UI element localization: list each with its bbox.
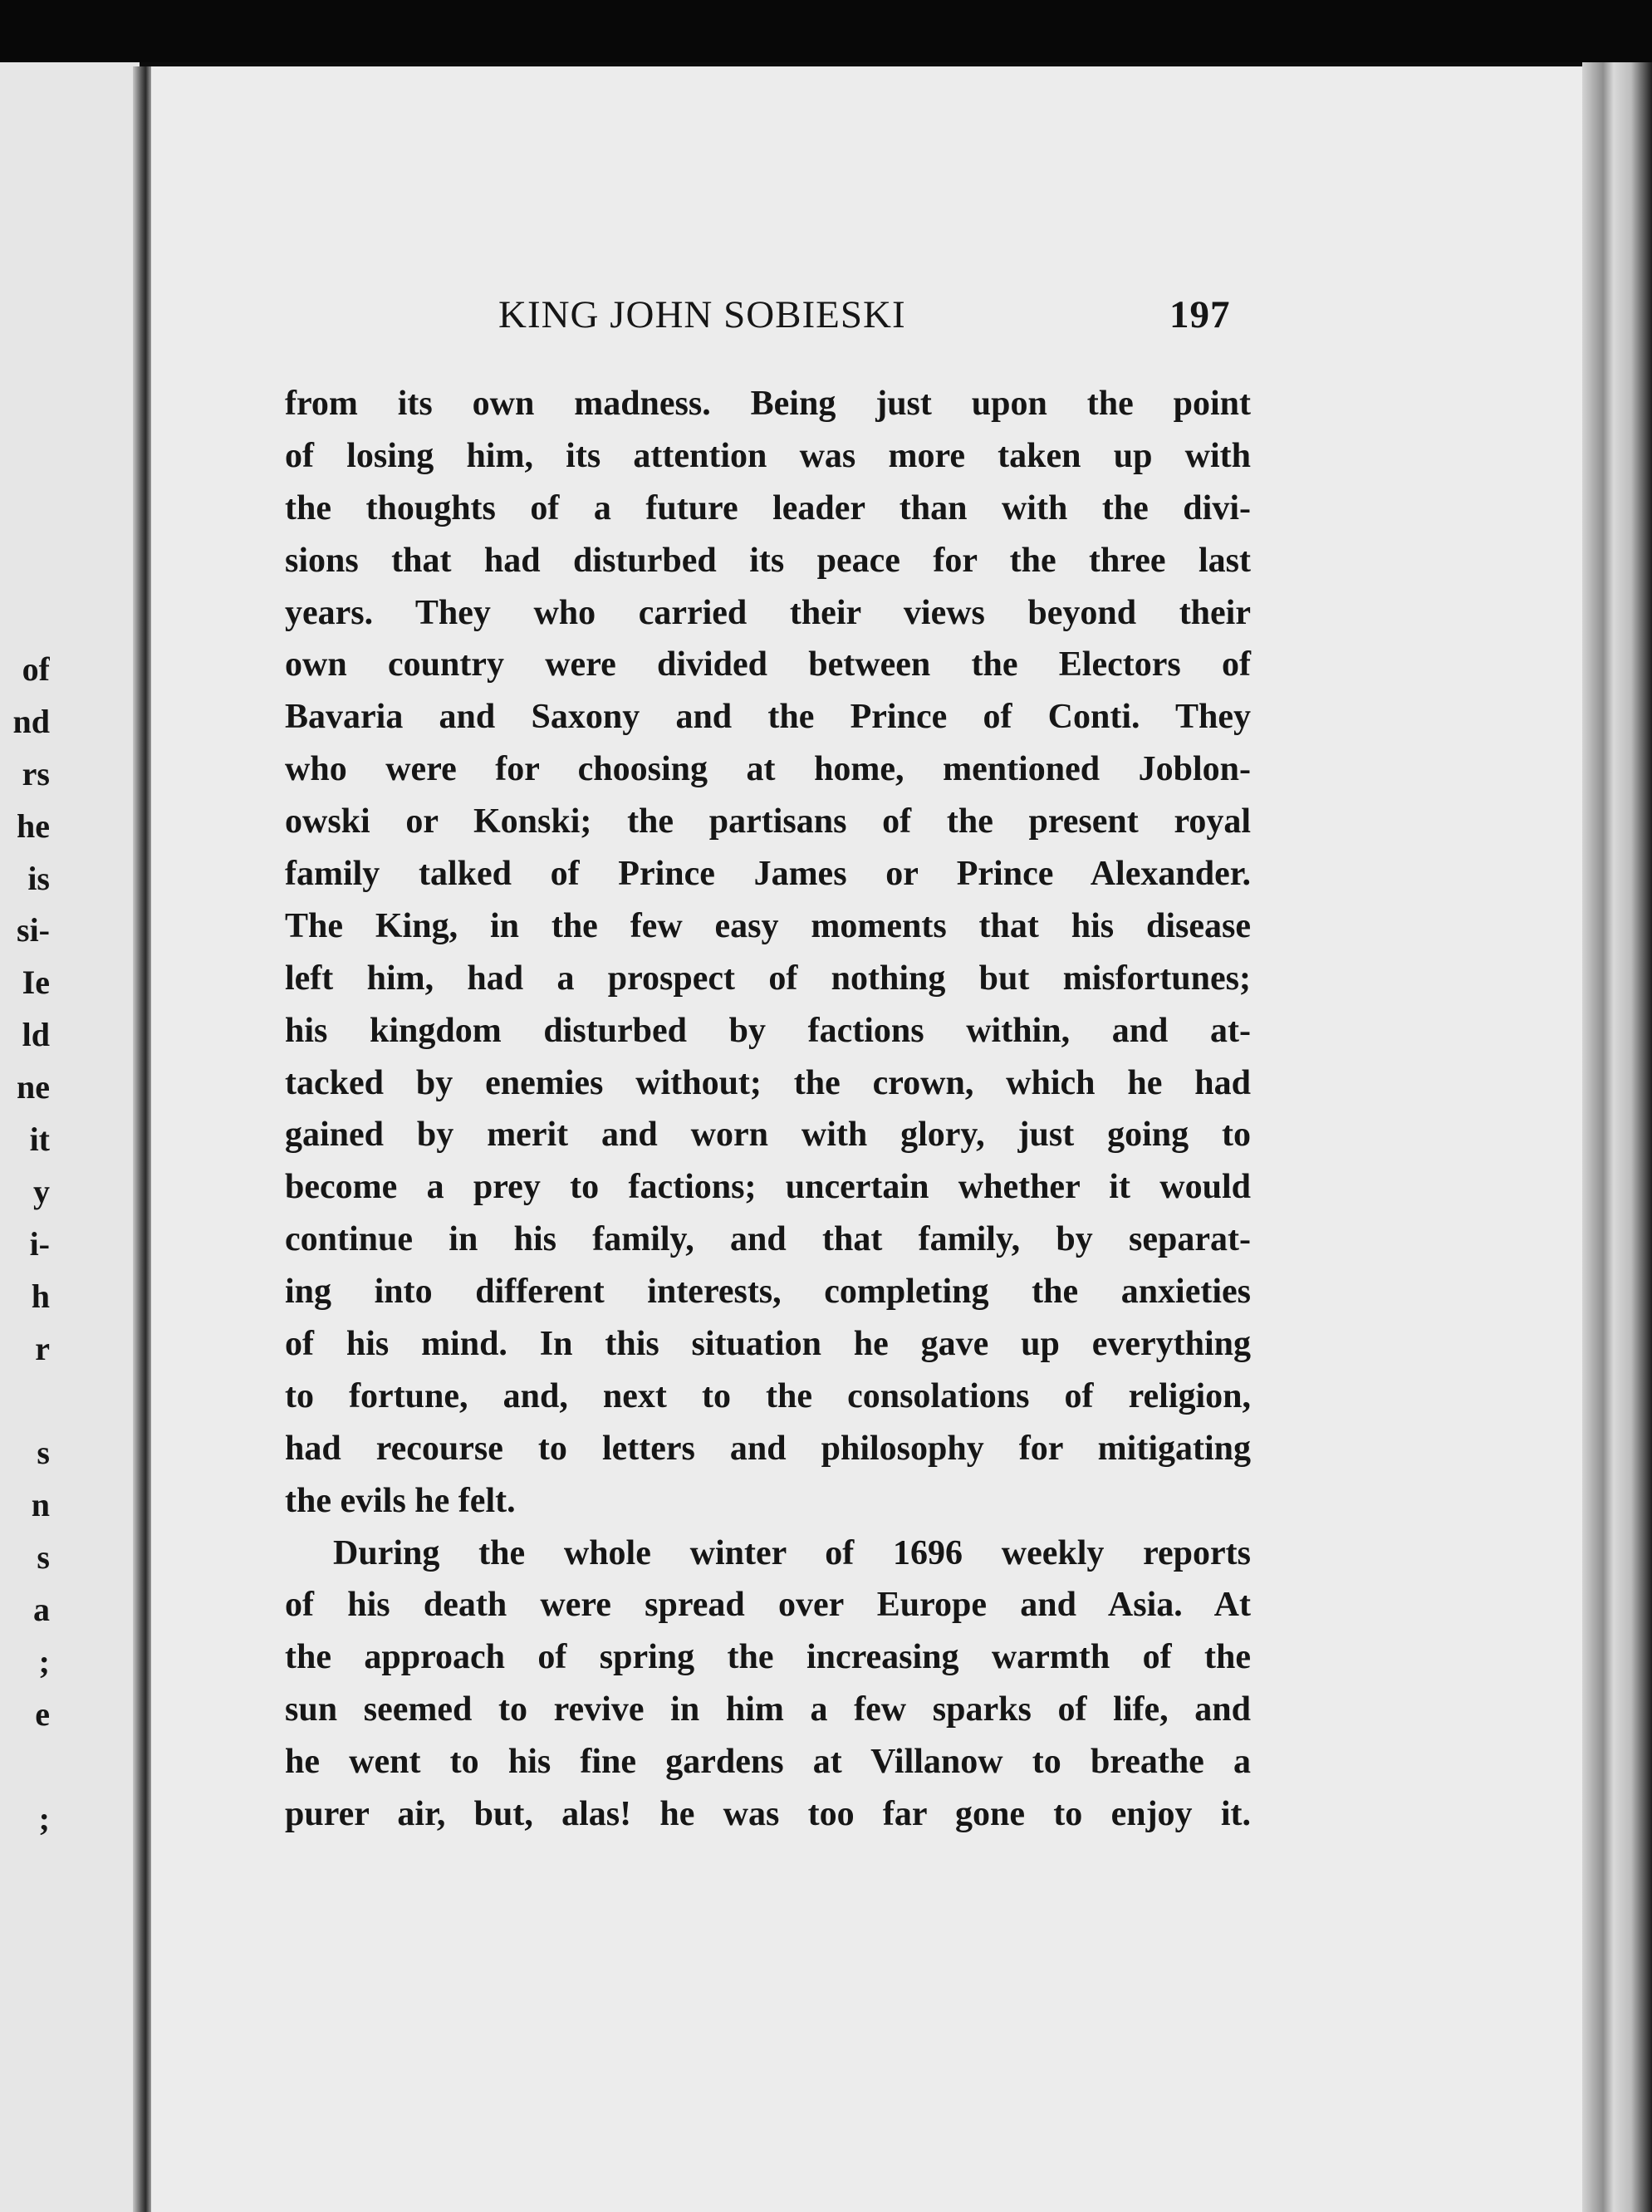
- text-line: tacked by enemies without; the crown, which he had: [285, 1063, 1251, 1102]
- facing-page-fragment: n: [31, 1486, 50, 1524]
- facing-page-fragment: ;: [38, 1642, 50, 1680]
- facing-page-fragment: is: [27, 859, 50, 897]
- facing-page-fragment: ld: [22, 1016, 50, 1054]
- text-line: of losing him, its attention was more taken up with: [285, 436, 1251, 475]
- facing-page-fragment: h: [31, 1277, 50, 1315]
- running-head: [498, 292, 1246, 342]
- facing-page-fragment: [0, 1845, 50, 1897]
- text-line: continue in his family, and that family, by separat-: [285, 1220, 1251, 1259]
- facing-page-fragment: a: [33, 1591, 50, 1629]
- paragraph-1: [285, 378, 1251, 1528]
- facing-page-fragment: of: [22, 650, 50, 688]
- body-text: [285, 378, 1251, 1841]
- facing-page-fragment: s: [37, 1538, 50, 1577]
- facing-page-fragment: [0, 1741, 50, 1793]
- facing-page-fragment: rs: [22, 754, 50, 792]
- facing-page-fragment: ;: [38, 1799, 50, 1837]
- text-line: The King, in the few easy moments that his disease: [285, 906, 1251, 945]
- facing-page-fragment: [0, 1375, 50, 1427]
- paragraph-2: [285, 1528, 1251, 1841]
- text-line: ing into different interests, completing the anxieties: [285, 1273, 1251, 1312]
- text-line: the approach of spring the increasing warmth of the: [285, 1638, 1251, 1677]
- text-line: During the whole winter of 1696 weekly reports: [333, 1533, 1251, 1572]
- text-line: owski or Konski; the partisans of the present royal: [285, 802, 1251, 841]
- facing-page-fragment: s: [37, 1434, 50, 1472]
- facing-page-left: [0, 62, 140, 2212]
- running-head-title: KING JOHN SOBIESKI: [498, 293, 906, 336]
- text-line: his kingdom disturbed by factions within, and at-: [285, 1011, 1251, 1050]
- facing-page-fragment: ne: [17, 1068, 50, 1106]
- text-line: of his death were spread over Europe and Asia. At: [285, 1586, 1251, 1625]
- facing-page-fragment: he: [17, 807, 50, 845]
- text-line: sions that had disturbed its peace for the three last: [285, 541, 1251, 580]
- text-line: he went to his fine gardens at Villanow to breathe a: [285, 1743, 1251, 1782]
- book-gutter: [133, 66, 151, 2212]
- text-line: gained by merit and worn with glory, just going to: [285, 1116, 1251, 1155]
- text-line: sun seemed to revive in him a few sparks of life, and: [285, 1690, 1251, 1729]
- facing-page-fragment: it: [29, 1121, 50, 1159]
- text-line: had recourse to letters and philosophy for mitigating: [285, 1429, 1251, 1468]
- text-line: become a prey to factions; uncertain whether it would: [285, 1168, 1251, 1207]
- facing-page-fragment: i-: [29, 1224, 50, 1263]
- text-line: of his mind. In this situation he gave up everything: [285, 1325, 1251, 1364]
- facing-page-fragment: r: [35, 1329, 50, 1367]
- page-number: 197: [1169, 293, 1231, 336]
- text-line: to fortune, and, next to the consolations of religion,: [285, 1376, 1251, 1415]
- text-line: from its own madness. Being just upon the point: [285, 385, 1251, 423]
- facing-page-text-fragments: [0, 644, 50, 1897]
- text-line: own country were divided between the Electors of: [285, 645, 1251, 684]
- text-line: years. They who carried their views beyond their: [285, 593, 1251, 632]
- scan-top-border: [0, 0, 1652, 62]
- text-line: left him, had a prospect of nothing but misfortunes;: [285, 959, 1251, 998]
- text-line: the evils he felt.: [285, 1481, 516, 1520]
- facing-page-fragment: e: [35, 1695, 50, 1733]
- text-line: Bavaria and Saxony and the Prince of Conti. They: [285, 698, 1251, 737]
- facing-page-fragment: y: [33, 1172, 50, 1210]
- facing-page-fragment: Ie: [22, 964, 50, 1002]
- text-line: the thoughts of a future leader than with the divi-: [285, 488, 1251, 527]
- text-line: who were for choosing at home, mentioned Joblon-: [285, 750, 1251, 789]
- text-line: purer air, but, alas! he was too far gone to enjoy it.: [285, 1795, 1251, 1834]
- text-line: family talked of Prince James or Prince Alexander.: [285, 855, 1251, 894]
- facing-page-fragment: si-: [17, 911, 50, 949]
- page-edge-right: [1582, 62, 1652, 2212]
- facing-page-fragment: nd: [12, 702, 50, 740]
